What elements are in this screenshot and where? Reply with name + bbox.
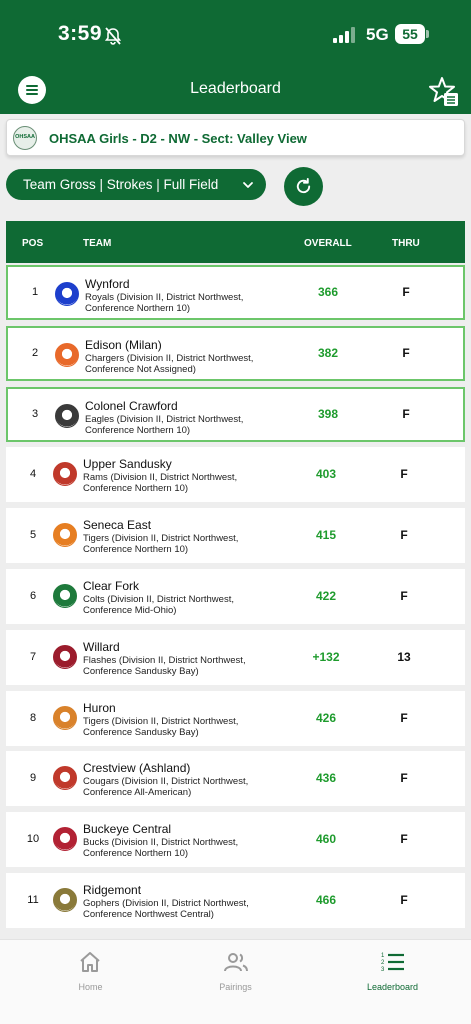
- refresh-button[interactable]: [284, 167, 323, 206]
- thru-status: F: [402, 406, 410, 421]
- bottom-tab-bar: [0, 939, 471, 1024]
- ohsaa-logo-text: OHSAA: [15, 134, 35, 140]
- team-logo-icon: [53, 706, 77, 730]
- status-bar: [0, 0, 471, 70]
- team-details: Colts (Division II, District Northwest, Conference Mid-Ohio): [83, 594, 234, 616]
- battery-level: 55: [395, 24, 425, 44]
- thru-status: 13: [397, 649, 411, 664]
- row-position: 7: [29, 650, 37, 663]
- column-team: TEAM: [83, 238, 112, 249]
- signal-icon: [333, 27, 357, 43]
- thru-status: F: [400, 528, 408, 543]
- column-overall: OVERALL: [304, 238, 352, 249]
- bell-muted-icon: [103, 26, 123, 46]
- ohsaa-logo: [13, 126, 37, 150]
- status-time: 3:59: [58, 22, 103, 45]
- team-logo-icon: [53, 766, 77, 790]
- thru-status: F: [400, 771, 408, 786]
- team-logo-icon: [53, 827, 77, 851]
- team-logo-icon: [53, 584, 77, 608]
- thru-status: F: [400, 832, 408, 847]
- thru-status: F: [400, 710, 408, 725]
- team-details: Eagles (Division II, District Northwest, Conference Northern 10): [85, 413, 244, 436]
- team-details: Tigers (Division II, District Northwest, Conference Sandusky Bay): [83, 715, 239, 738]
- team-details: Flashes (Division II, District Northwest, Conference Sandusky Bay): [83, 654, 246, 677]
- event-title: OHSAA Girls - D2 - NW - Sect: Valley View: [49, 131, 307, 146]
- row-position: 6: [29, 590, 37, 602]
- leaderboard-row[interactable]: [6, 812, 465, 867]
- thru-status: F: [400, 467, 408, 482]
- thru-status: F: [400, 893, 408, 907]
- overall-score: 436: [315, 771, 337, 786]
- team-details: Gophers (Division II, District Northwest, Conference Northwest Central): [83, 898, 249, 920]
- page-title: Leaderboard: [190, 80, 281, 97]
- team-logo-icon: [53, 462, 77, 486]
- overall-score: +132: [312, 649, 340, 664]
- battery-tip: [426, 30, 429, 38]
- row-position: 3: [31, 407, 39, 420]
- row-position: 8: [29, 711, 37, 724]
- team-name: Seneca East: [83, 518, 152, 533]
- team-name: Clear Fork: [83, 579, 140, 593]
- overall-score: 382: [317, 345, 339, 360]
- svg-text:2: 2: [381, 960, 385, 966]
- network-type: 5G: [366, 25, 389, 44]
- leaderboard-header: [6, 221, 465, 263]
- chevron-down-icon: [242, 179, 254, 191]
- row-position: 10: [26, 833, 40, 846]
- team-name: Huron: [83, 700, 116, 715]
- team-logo-icon: [53, 888, 77, 912]
- tab-leaderboard-label: Leaderboard: [366, 982, 419, 992]
- overall-score: 466: [315, 893, 337, 907]
- team-details: Bucks (Division II, District Northwest, Conference Northern 10): [83, 837, 239, 860]
- team-details: Tigers (Division II, District Northwest, Conference Northern 10): [83, 533, 239, 556]
- leaderboard-row[interactable]: [6, 751, 465, 806]
- team-logo-icon: [55, 343, 79, 367]
- team-logo-icon: [55, 282, 79, 306]
- leaderboard-row[interactable]: [6, 387, 465, 442]
- team-logo-icon: [55, 404, 79, 428]
- home-icon: [78, 950, 102, 974]
- tab-home[interactable]: [12, 940, 169, 1024]
- tab-pairings[interactable]: [157, 940, 314, 1024]
- leaderboard-row[interactable]: [6, 508, 465, 563]
- tab-home-label: Home: [78, 982, 103, 992]
- team-details: Chargers (Division II, District Northwest, Conference Not Assigned): [85, 352, 254, 375]
- leaderboard-row[interactable]: [6, 447, 465, 502]
- refresh-icon: [294, 177, 313, 196]
- svg-text:3: 3: [381, 967, 385, 973]
- team-name: Ridgemont: [83, 883, 142, 897]
- row-position: 2: [31, 346, 39, 359]
- tab-pairings-label: Pairings: [219, 982, 252, 992]
- leaderboard-row[interactable]: [6, 873, 465, 928]
- thru-status: F: [402, 285, 410, 299]
- leaderboard-row[interactable]: [6, 630, 465, 685]
- team-name: Willard: [83, 639, 120, 654]
- overall-score: 403: [315, 467, 337, 482]
- team-logo-icon: [53, 645, 77, 669]
- scoring-filter-dropdown[interactable]: [6, 169, 266, 200]
- leaderboard-row[interactable]: [6, 265, 465, 320]
- tab-leaderboard[interactable]: [314, 940, 471, 1024]
- team-logo-icon: [53, 523, 77, 547]
- leaderboard-row[interactable]: [6, 691, 465, 746]
- row-position: 4: [29, 468, 37, 481]
- row-position: 5: [29, 529, 37, 542]
- team-details: Royals (Division II, District Northwest, Conference Northern 10): [85, 292, 244, 314]
- leaderboard-row[interactable]: [6, 569, 465, 624]
- team-details: Cougars (Division II, District Northwest, Conference All-American): [83, 776, 249, 799]
- people-icon: [223, 950, 249, 974]
- row-position: 9: [29, 772, 37, 785]
- overall-score: 366: [317, 285, 339, 299]
- team-name: Colonel Crawford: [85, 398, 178, 413]
- team-name: Upper Sandusky: [83, 457, 172, 472]
- overall-score: 398: [317, 406, 339, 421]
- overall-score: 426: [315, 710, 337, 725]
- event-title-card[interactable]: [6, 119, 465, 156]
- row-position: 11: [27, 894, 39, 906]
- overall-score: 415: [315, 528, 337, 543]
- filter-label: Team Gross | Strokes | Full Field: [23, 177, 219, 192]
- leaderboard-row[interactable]: [6, 326, 465, 381]
- team-name: Buckeye Central: [83, 822, 172, 837]
- column-pos: POS: [22, 238, 44, 249]
- leaderboard-list-icon: [380, 950, 406, 974]
- thru-status: F: [402, 345, 410, 360]
- svg-text:1: 1: [381, 953, 385, 959]
- team-details: Rams (Division II, District Northwest, Conference Northern 10): [83, 472, 238, 495]
- team-name: Wynford: [85, 277, 130, 291]
- team-name: Crestview (Ashland): [83, 761, 191, 776]
- app-header: [0, 0, 471, 114]
- row-position: 1: [31, 286, 39, 298]
- team-name: Edison (Milan): [85, 337, 162, 352]
- thru-status: F: [400, 589, 408, 603]
- star-list-icon[interactable]: [428, 76, 460, 108]
- overall-score: 422: [315, 589, 337, 603]
- column-thru: THRU: [392, 238, 420, 249]
- overall-score: 460: [315, 832, 337, 847]
